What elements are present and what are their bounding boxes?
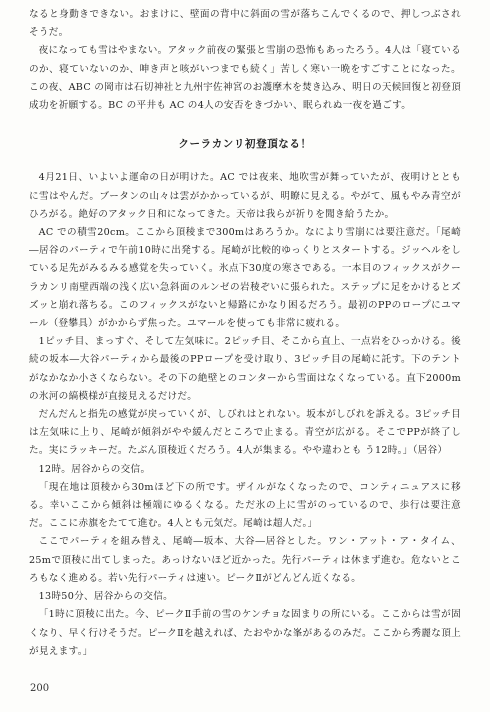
page-number: 200 (30, 683, 50, 694)
paragraph: 12時。居谷からの交信。 (38, 463, 151, 475)
body-text (29, 6, 461, 661)
paragraph: だんだんと指先の感覚が戻っていくが、しびれはとれない。坂本がしびれを訴える。3ピッチ目は左気味に上り、尾崎が傾斜がやや緩んだところで止まる。青空が広がる。そこでPPが終了した。実にラッキーだ。たぶん頂稜近くだろう。4人が集まる。やや違わとも う12時。」（居谷） (29, 409, 461, 457)
paragraph: 1ピッチ目、まっすぐ、そして左気味に。2ピッチ目、そこから直上、一点岩をひっかける。後続の坂本―大谷パーティから最後のPPロープを受け取り、3ピッチ目の尾崎に託す。下のテントがなかなか小さくならない。その下の絶壁とのコンターから雪面はなくなっている。直下2000mの氷河の縞模様が直接見えるだけだ。 (29, 336, 461, 402)
paragraph: ここでパーティを組み替え、尾崎―坂本、大谷―居谷とした。ワン・アット・ア・タイム、25mで頂稜に出てしまった。あっけないほど近かった。先行パーティは休まず進む。危ないところもなく進める。若い先行パーティは速い。ピークⅡがどんどん近くなる。 (29, 536, 461, 584)
section-heading: クーラカンリ初登頂なる！ (178, 138, 312, 151)
paragraph: 4月21日、いよいよ運命の日が明けた。AC では夜来、地吹雪が舞っていたが、夜明けとともに雪はやんだ。ブータンの山々は雲がかかっているが、明瞭に見える。やがて、風もやみ青空がひろがる。絶好のアタック日和になってきた。天帝は我らが祈りを聞き給うたか。 (29, 172, 461, 220)
paragraph: AC での積雪20cm。ここから頂稜まで300mはあろうか。なにより雪崩には要注意だ。「尾崎―居谷のパーティで午前10時に出発する。尾崎が比較的ゆっくりとスタートする。ジッヘルをしている足先がみるみる感覚を失っていく。氷点下30度の寒さである。一本目のフィックスがクーラカンリ南壁西端の浅く広い急斜面のルンゼの岩稜ぞいに張られた。ステップに足をかけるとズズッと崩れ落ちる。このフィックスがないと帰路にかなり困るだろう。最初のPPのロープにユマール（登攀具）がかからず焦った。ユマールを使っても非常に疲れる。 (29, 227, 461, 330)
paragraph: 「1時に頂稜に出た。今、ピークⅡ手前の雪のケンチョな固まりの所にいる。ここからは雪が固くなり、早く行けそうだ。ピークⅡを越えれば、たおやかな峯があるのみだ。ここから秀麗な頂上が見えます。」 (29, 609, 461, 657)
paragraph: なると身動きできない。おまけに、壁面の背中に斜面の雪が落ちこんでくるので、押しつぶされそうだ。 (29, 9, 461, 39)
paragraph: 13時50分、居谷からの交信。 (38, 591, 174, 603)
paragraph: 「現在地は頂稜から30mほど下の所です。ザイルがなくなったので、コンティニュアスに移る。幸いここから傾斜は極端にゆるくなる。ただ氷の上に雪がのっているので、歩行は要注意だ。ここに赤旗をたてて進む。4人とも元気だ。尾崎は超人だ。」 (29, 481, 461, 530)
paragraph: 夜になっても雪はやまない。アタック前夜の緊張と雪崩の恐怖もあったろう。4人は「寝ているのか、寝ていないのか、呻き声と咳がいつまでも続く」苦しく寒い一晩をすごすことになった。この夜、ABC の岡市は石切神社と九州宇佐神宮のお護摩木を焚き込み、明日の天候回復と初登頂成功を祈願する。BC の平井も AC の4人の安否をきづかい、眠られぬ一夜を過ごす。 (29, 45, 461, 112)
